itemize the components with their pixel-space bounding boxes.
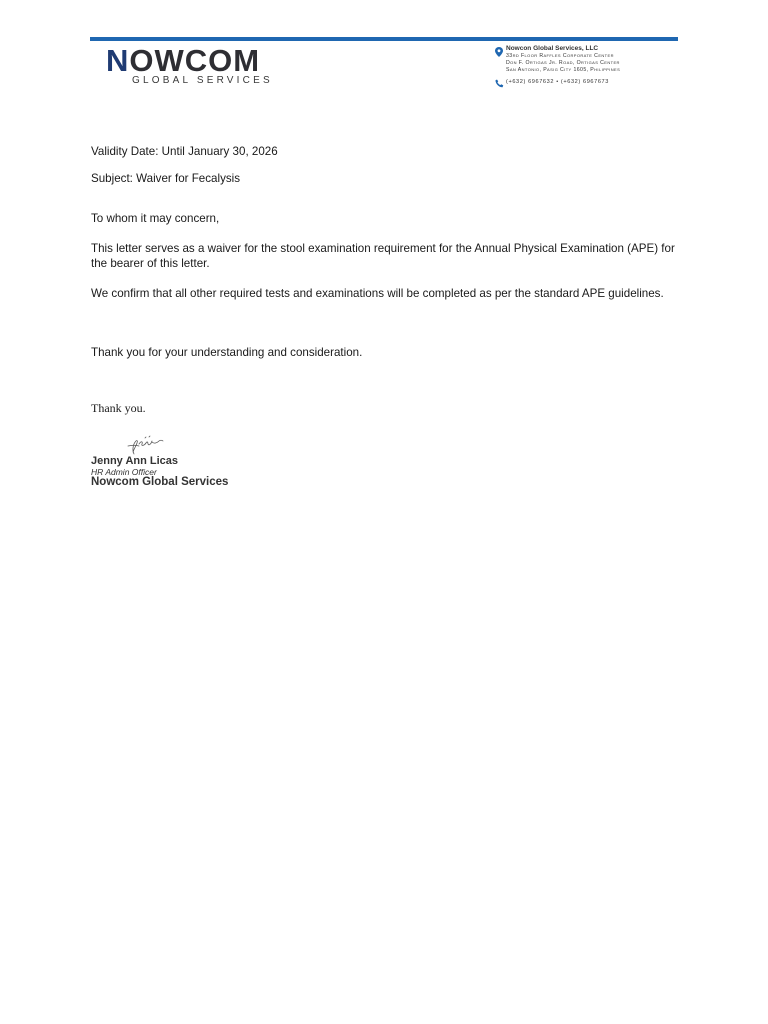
signer-title: HR Admin Officer bbox=[91, 467, 157, 477]
logo-wordmark-rest: OWCOM bbox=[129, 43, 261, 78]
paragraph-waiver: This letter serves as a waiver for the stool examination requirement for the Annual Physical Examination (APE) for the bearer of this letter. bbox=[91, 242, 675, 270]
signer-name: Jenny Ann Licas bbox=[91, 455, 179, 467]
logo-wordmark bbox=[106, 45, 260, 77]
signer-company: Nowcom Global Services bbox=[91, 476, 229, 488]
address-block bbox=[494, 45, 674, 74]
address-line-3: San Antonio, Pasig City 1605, Philippines bbox=[506, 67, 621, 73]
contact-block bbox=[494, 45, 674, 86]
company-logo bbox=[106, 45, 306, 89]
salutation: To whom it may concern, bbox=[91, 212, 220, 225]
contact-company-name: Nowcon Global Services, LLC bbox=[506, 45, 599, 52]
header-accent-bar bbox=[90, 37, 678, 41]
phone-numbers: (+632) 6967632 • (+632) 6967673 bbox=[506, 79, 609, 85]
address-line-1: 33rd Floor Raffles Corporate Center bbox=[506, 53, 614, 59]
logo-tagline: GLOBAL SERVICES bbox=[132, 75, 273, 86]
validity-date: Validity Date: Until January 30, 2026 bbox=[91, 145, 278, 158]
paragraph-thanks: Thank you for your understanding and consideration. bbox=[91, 346, 363, 359]
paragraph-confirmation: We confirm that all other required tests and examinations will be completed as per the standard APE guidelines. bbox=[91, 287, 664, 300]
location-pin-icon bbox=[495, 47, 503, 57]
phone-icon bbox=[495, 79, 504, 88]
address-line-2: Don F. Ortigas Jr. Road, Ortigas Center bbox=[506, 60, 620, 66]
subject-line: Subject: Waiver for Fecalysis bbox=[91, 172, 241, 185]
phone-block bbox=[494, 78, 674, 86]
closing-line: Thank you. bbox=[91, 401, 146, 415]
logo-wordmark-first-letter: N bbox=[106, 43, 130, 78]
